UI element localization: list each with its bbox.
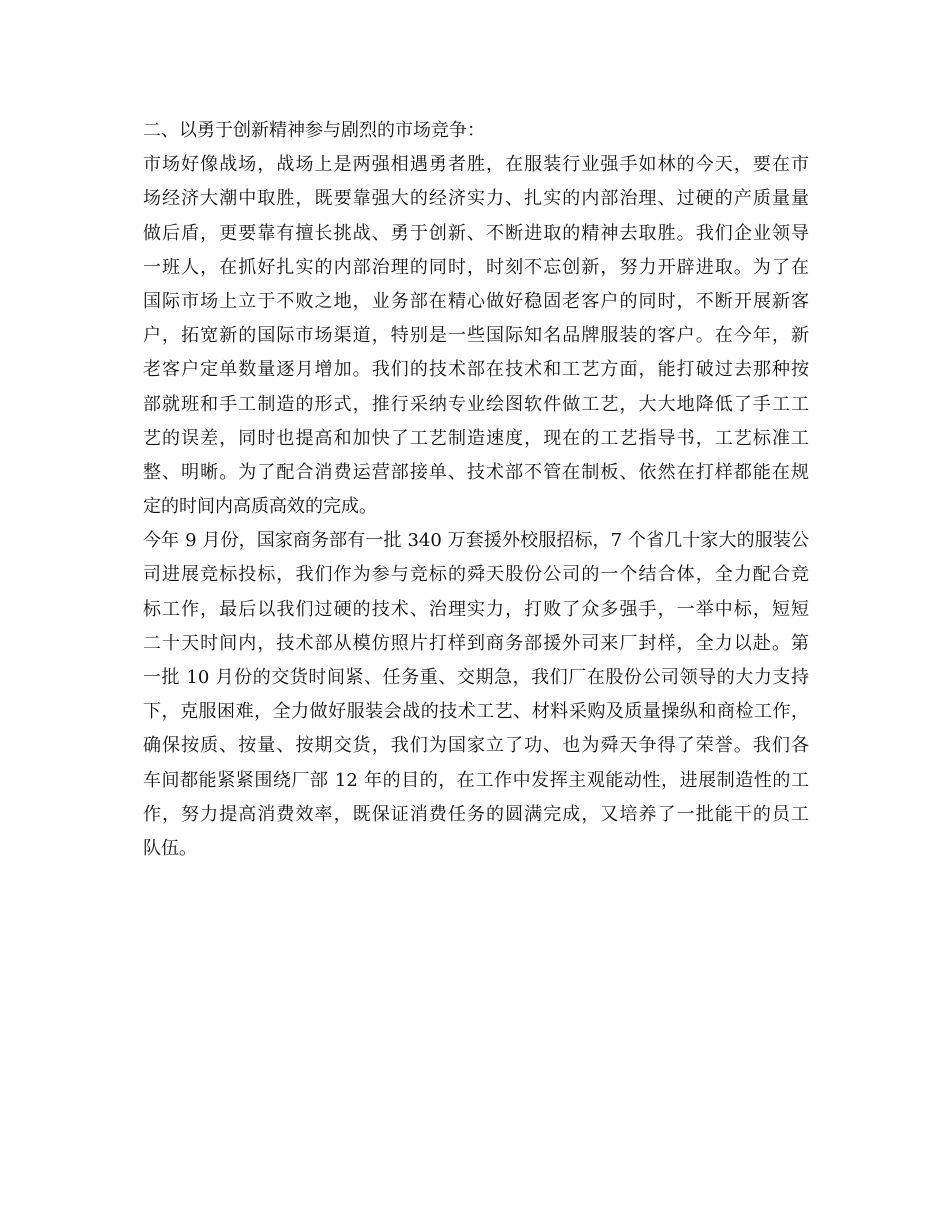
paragraph-line: 一批 10 月份的交货时间紧、任务重、交期急，我们厂在股份公司领导的大力支持 [143,667,809,688]
document-body [143,114,809,866]
paragraph-line: 部就班和手工制造的形式，推行采纳专业绘图软件做工艺，大大地降低了手工工 [143,393,809,415]
paragraph-line: 国际市场上立于不败之地，业务部在精心做好稳固老客户的同时，不断开展新客 [143,290,809,312]
paragraph-line: 确保按质、按量、按期交货，我们为国家立了功、也为舜天争得了荣誉。我们各 [143,735,809,757]
paragraph-bid-project [143,524,809,866]
paragraph-line: 标工作，最后以我们过硬的技术、治理实力，打败了众多强手，一举中标，短短 [143,598,809,620]
paragraph-line: 做后盾，更要靠有擅长挑战、勇于创新、不断进取的精神去取胜。我们企业领导 [143,222,809,244]
paragraph-line: 市场好像战场，战场上是两强相遇勇者胜，在服装行业强手如林的今天，要在市 [143,154,809,176]
paragraph-line: 作，努力提高消费效率，既保证消费任务的圆满完成，又培养了一批能干的员工 [143,803,809,825]
paragraph-market-competition [143,148,809,524]
paragraph-line: 下，克服困难，全力做好服装会战的技术工艺、材料采购及质量操纵和商检工作， [143,701,809,723]
paragraph-line: 司进展竞标投标，我们作为参与竞标的舜天股份公司的一个结合体，全力配合竞 [143,564,809,586]
paragraph-line: 整、明晰。为了配合消费运营部接单、技术部不管在制板、依然在打样都能在规 [143,461,809,483]
paragraph-line: 定的时间内高质高效的完成。 [143,496,377,518]
paragraph-line: 场经济大潮中取胜，既要靠强大的经济实力、扎实的内部治理、过硬的产质量量 [143,188,809,210]
paragraph-line: 老客户定单数量逐月增加。我们的技术部在技术和工艺方面，能打破过去那种按 [143,359,809,381]
paragraph-line: 车间都能紧紧围绕厂部 12 年的目的，在工作中发挥主观能动性，进展制造性的工 [143,769,809,791]
section-heading: 二、以勇于创新精神参与剧烈的市场竞争： [143,120,485,141]
paragraph-line: 户，拓宽新的国际市场渠道，特别是一些国际知名品牌服装的客户。在今年，新 [143,325,809,347]
paragraph-line: 艺的误差，同时也提高和加快了工艺制造速度，现在的工艺指导书，工艺标准工 [143,427,809,449]
paragraph-line: 今年 9 月份，国家商务部有一批 340 万套援外校服招标，7 个省几十家大的服装公 [143,530,809,552]
paragraph-line: 二十天时间内，技术部从模仿照片打样到商务部援外司来厂封样，全力以赴。第 [143,632,809,654]
paragraph-line: 一班人，在抓好扎实的内部治理的同时，时刻不忘创新，努力开辟进取。为了在 [143,256,809,278]
paragraph-line: 队伍。 [143,837,197,859]
